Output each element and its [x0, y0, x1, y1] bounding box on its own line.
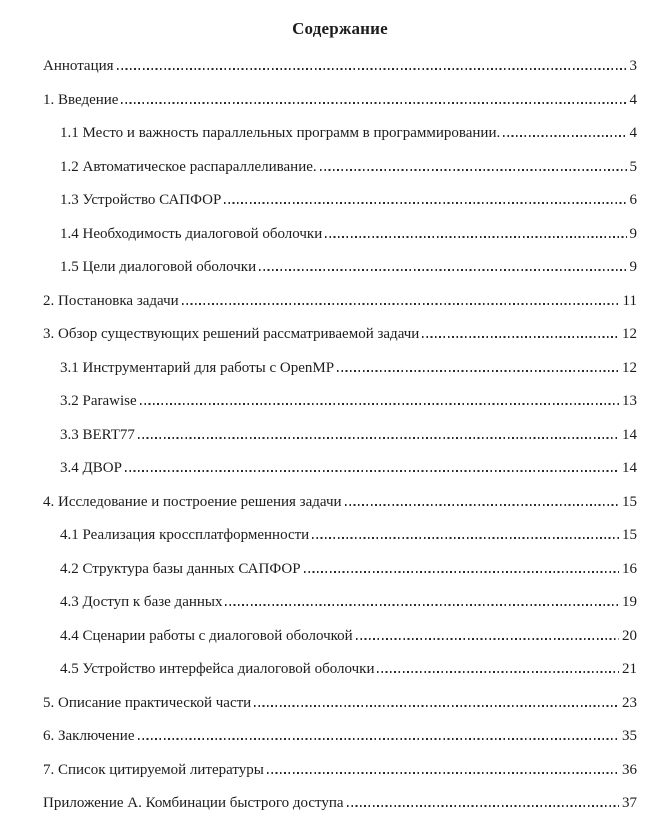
dotted-leader — [345, 504, 619, 506]
toc-entry-page: 21 — [622, 661, 637, 677]
dotted-leader — [337, 370, 619, 372]
toc-entry[interactable] — [43, 716, 637, 750]
toc-entry-page: 5 — [629, 158, 637, 175]
dotted-leader — [320, 169, 627, 171]
toc-entry-page: 4 — [629, 125, 637, 141]
toc-entry[interactable] — [43, 381, 637, 415]
toc-entry-label: Приложение А. Комбинации быстрого доступа — [43, 795, 344, 811]
dotted-leader — [140, 403, 619, 405]
toc-entry-label: 6. Заключение — [43, 728, 135, 744]
dotted-leader — [138, 437, 619, 439]
page-title: Содержание — [292, 19, 388, 38]
toc-entry-label: 3.4 ДВОР — [60, 460, 122, 476]
toc-entry[interactable] — [43, 683, 637, 717]
dotted-leader — [125, 470, 619, 472]
toc-entry[interactable] — [43, 147, 637, 181]
toc-entry-page: 11 — [622, 292, 637, 309]
toc-entry-page: 19 — [622, 594, 637, 610]
toc-entry[interactable] — [43, 482, 637, 516]
toc-entry-label: 1.3 Устройство САПФОР — [60, 192, 222, 208]
toc-entry[interactable] — [43, 281, 637, 315]
toc-entry[interactable] — [43, 348, 637, 382]
toc-entry[interactable] — [43, 46, 637, 80]
dotted-leader — [312, 537, 619, 539]
toc-entry-page: 12 — [622, 359, 637, 376]
dotted-leader — [138, 738, 620, 740]
toc-entry[interactable] — [43, 515, 637, 549]
toc-entry-page: 14 — [622, 426, 637, 443]
toc-entry[interactable] — [43, 448, 637, 482]
toc-entry-label: 1.1 Место и важность параллельных программ в программировании. — [60, 125, 501, 141]
dotted-leader — [259, 269, 626, 271]
toc-entry-page: 23 — [622, 694, 637, 711]
toc-entry-label: 3.1 Инструментарий для работы с OpenMP — [60, 359, 335, 376]
dotted-leader — [304, 571, 619, 573]
dotted-leader — [254, 705, 619, 707]
dotted-leader — [347, 805, 619, 807]
toc-entry-label: 4.4 Сценарии работы с диалоговой оболочкой — [60, 627, 353, 644]
dotted-leader — [225, 604, 619, 606]
toc-entry-label: 3.3 BERT77 — [60, 426, 135, 443]
toc-entry-label: 4.3 Доступ к базе данных — [60, 594, 223, 610]
toc-entry-page: 35 — [622, 728, 637, 744]
dotted-leader — [377, 671, 619, 673]
toc-entry-page: 4 — [629, 91, 637, 108]
toc-entry-page: 15 — [622, 527, 637, 543]
dotted-leader — [117, 68, 627, 70]
toc-entry-label: Аннотация — [43, 58, 114, 74]
dotted-leader — [422, 336, 619, 338]
toc-entry-label: 5. Описание практической части — [43, 694, 252, 711]
toc-entry[interactable] — [43, 415, 637, 449]
toc-entry-label: 1. Введение — [43, 91, 119, 108]
toc-entry-page: 13 — [622, 393, 637, 409]
toc-entry-page: 9 — [629, 225, 637, 242]
toc-entry-page: 9 — [629, 259, 637, 275]
toc-entry[interactable] — [43, 750, 637, 784]
dotted-leader — [503, 135, 626, 137]
toc-entry-label: 3.2 Parawise — [60, 393, 137, 409]
toc-entry-label: 4.1 Реализация кроссплатформенности — [60, 527, 310, 543]
toc-entry-page: 20 — [622, 627, 637, 644]
toc-entry-page: 16 — [622, 560, 637, 577]
toc-entry[interactable] — [43, 113, 637, 147]
toc-entry[interactable] — [43, 247, 637, 281]
toc-entry[interactable] — [43, 783, 637, 817]
dotted-leader — [267, 772, 619, 774]
toc-entry[interactable] — [43, 80, 637, 114]
toc-entry-label: 1.4 Необходимость диалоговой оболочки — [60, 225, 323, 242]
toc-entry[interactable] — [43, 180, 637, 214]
toc-entry[interactable] — [43, 214, 637, 248]
toc-entry-label: 4. Исследование и построение решения задачи — [43, 493, 342, 510]
dotted-leader — [182, 303, 620, 305]
toc-entry-label: 2. Постановка задачи — [43, 292, 179, 309]
toc-entry-page: 6 — [629, 192, 637, 208]
dotted-leader — [325, 236, 626, 238]
toc-entry-label: 4.5 Устройство интерфейса диалоговой оболочки — [60, 661, 375, 677]
toc-entry[interactable] — [43, 616, 637, 650]
toc-entry-page: 36 — [622, 761, 637, 778]
toc-entry-page: 15 — [622, 493, 637, 510]
toc-list — [43, 46, 637, 817]
toc-entry-page: 12 — [622, 326, 637, 342]
toc-entry-page: 14 — [622, 460, 637, 476]
toc-entry[interactable] — [43, 649, 637, 683]
toc-entry-label: 1.5 Цели диалоговой оболочки — [60, 259, 257, 275]
toc-entry-label: 3. Обзор существующих решений рассматриваемой задачи — [43, 326, 420, 342]
toc-entry[interactable] — [43, 582, 637, 616]
toc-entry[interactable] — [43, 314, 637, 348]
toc-entry[interactable] — [43, 549, 637, 583]
toc-entry-label: 4.2 Структура базы данных САПФОР — [60, 560, 301, 577]
dotted-leader — [121, 102, 626, 104]
toc-entry-page: 3 — [629, 58, 637, 74]
toc-entry-label: 1.2 Автоматическое распараллеливание. — [60, 158, 317, 175]
toc-entry-label: 7. Список цитируемой литературы — [43, 761, 264, 778]
dotted-leader — [224, 202, 626, 204]
dotted-leader — [356, 638, 619, 640]
toc-entry-page: 37 — [622, 795, 637, 811]
